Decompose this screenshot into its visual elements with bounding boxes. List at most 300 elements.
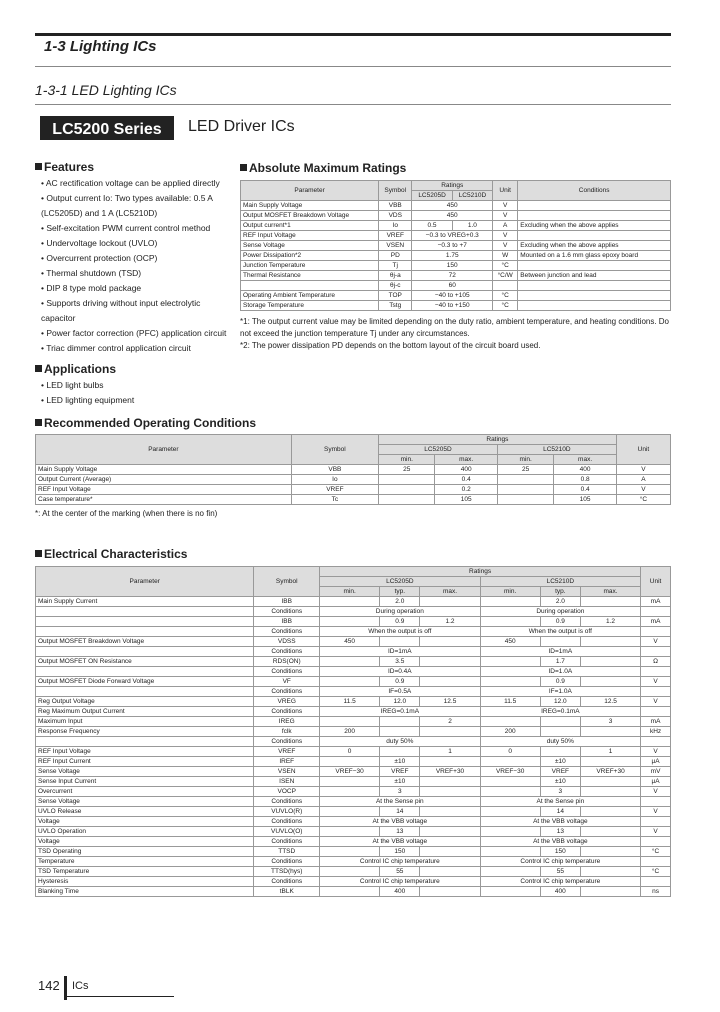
footer-label: ICs bbox=[72, 980, 89, 992]
table-cell bbox=[580, 827, 640, 837]
table-cell: V bbox=[616, 485, 670, 495]
table-cell bbox=[380, 727, 420, 737]
table-cell: 450 bbox=[480, 637, 540, 647]
table-cell: 105 bbox=[435, 495, 497, 505]
table-cell: Conditions bbox=[254, 857, 320, 867]
table-cell: 0.5 bbox=[412, 221, 452, 231]
table-cell: At the VBB voltage bbox=[320, 817, 481, 827]
table-cell: Output MOSFET Diode Forward Voltage bbox=[36, 677, 254, 687]
table-cell: Output Current (Average) bbox=[36, 475, 292, 485]
series-description: LED Driver ICs bbox=[188, 118, 295, 135]
table-cell bbox=[580, 597, 640, 607]
table-cell: 13 bbox=[380, 827, 420, 837]
table-cell: Tstg bbox=[379, 301, 412, 311]
table-cell: 0 bbox=[320, 747, 380, 757]
list-item: • DIP 8 type mold package bbox=[41, 281, 235, 296]
amr-table bbox=[240, 180, 671, 311]
table-cell: Io bbox=[379, 221, 412, 231]
table-cell: Parameter bbox=[241, 181, 379, 201]
table-cell: Conditions bbox=[254, 817, 320, 827]
table-cell: Conditions bbox=[254, 707, 320, 717]
table-cell: A bbox=[616, 475, 670, 485]
table-cell: Temperature bbox=[36, 857, 254, 867]
table-cell bbox=[379, 475, 435, 485]
table-cell bbox=[36, 737, 254, 747]
table-cell: 55 bbox=[540, 867, 580, 877]
amr-notes bbox=[240, 316, 671, 352]
table-cell: Ratings bbox=[379, 435, 617, 445]
table-cell: 3.5 bbox=[380, 657, 420, 667]
table-cell: VREF bbox=[291, 485, 378, 495]
table-cell bbox=[641, 607, 671, 617]
table-cell: 0 bbox=[480, 747, 540, 757]
table-cell: Storage Temperature bbox=[241, 301, 379, 311]
table-cell: 11.5 bbox=[480, 697, 540, 707]
table-row bbox=[241, 201, 671, 211]
table-cell: IREG=0.1mA bbox=[320, 707, 481, 717]
table-row bbox=[36, 637, 671, 647]
table-cell: REF Input Current bbox=[36, 757, 254, 767]
table-cell: Tj bbox=[379, 261, 412, 271]
table-cell bbox=[580, 657, 640, 667]
table-cell: Control IC chip temperature bbox=[320, 877, 481, 887]
list-item: • Output current Io: Two types available: 0.5 A (LC5205D) and 1 A (LC5210D) bbox=[41, 191, 235, 221]
table-cell bbox=[420, 777, 480, 787]
table-cell bbox=[320, 757, 380, 767]
table-cell bbox=[580, 867, 640, 877]
table-cell: V bbox=[641, 697, 671, 707]
table-row bbox=[36, 687, 671, 697]
table-cell: VREF+30 bbox=[420, 767, 480, 777]
table-cell: TOP bbox=[379, 291, 412, 301]
table-cell: θj-c bbox=[379, 281, 412, 291]
table-cell bbox=[320, 847, 380, 857]
table-cell: At the VBB voltage bbox=[480, 817, 641, 827]
table-cell: TSD Temperature bbox=[36, 867, 254, 877]
table-cell: Main Supply Current bbox=[36, 597, 254, 607]
page-number: 142 bbox=[38, 978, 60, 993]
table-cell bbox=[641, 817, 671, 827]
table-cell bbox=[580, 757, 640, 767]
table-cell bbox=[580, 887, 640, 897]
table-cell: IBB bbox=[254, 597, 320, 607]
table-cell: Power Dissipation*2 bbox=[241, 251, 379, 261]
table-cell: Conditions bbox=[254, 647, 320, 657]
table-cell: ±10 bbox=[540, 777, 580, 787]
table-cell: °C bbox=[641, 867, 671, 877]
table-cell: Excluding when the above applies bbox=[518, 241, 671, 251]
table-cell bbox=[641, 707, 671, 717]
table-cell bbox=[480, 657, 540, 667]
table-cell bbox=[320, 827, 380, 837]
table-cell bbox=[36, 617, 254, 627]
table-row bbox=[241, 291, 671, 301]
table-row bbox=[36, 697, 671, 707]
table-cell: LC5210D bbox=[452, 191, 492, 201]
table-cell bbox=[320, 777, 380, 787]
table-cell: 150 bbox=[540, 847, 580, 857]
table-cell: Conditions bbox=[254, 737, 320, 747]
table-cell: 14 bbox=[380, 807, 420, 817]
table-cell: TSD Operating bbox=[36, 847, 254, 857]
table-cell: °C bbox=[493, 291, 518, 301]
table-cell: V bbox=[641, 807, 671, 817]
table-cell bbox=[320, 597, 380, 607]
ec-heading: Electrical Characteristics bbox=[35, 547, 187, 561]
table-cell: UVLO Release bbox=[36, 807, 254, 817]
table-cell: Excluding when the above applies bbox=[518, 221, 671, 231]
table-cell: 0.9 bbox=[380, 677, 420, 687]
table-row bbox=[36, 607, 671, 617]
table-row bbox=[36, 747, 671, 757]
table-cell: W bbox=[493, 251, 518, 261]
table-cell: VREF−30 bbox=[480, 767, 540, 777]
table-cell bbox=[518, 261, 671, 271]
table-cell: −0.3 to +7 bbox=[412, 241, 493, 251]
table-cell: 0.9 bbox=[540, 617, 580, 627]
table-cell: Response Frequency bbox=[36, 727, 254, 737]
table-cell bbox=[480, 717, 540, 727]
features-block bbox=[35, 160, 235, 408]
table-row bbox=[241, 241, 671, 251]
table-cell: Reg Output Voltage bbox=[36, 697, 254, 707]
table-cell: Between junction and lead bbox=[518, 271, 671, 281]
table-cell: ID=1mA bbox=[480, 647, 641, 657]
list-item: • LED light bulbs bbox=[41, 378, 235, 393]
table-cell bbox=[420, 827, 480, 837]
table-cell: Conditions bbox=[254, 687, 320, 697]
table-row bbox=[36, 827, 671, 837]
table-cell bbox=[420, 637, 480, 647]
table-cell: Output MOSFET Breakdown Voltage bbox=[241, 211, 379, 221]
table-cell: At the Sense pin bbox=[480, 797, 641, 807]
table-row bbox=[36, 677, 671, 687]
table-row bbox=[36, 737, 671, 747]
table-cell: 0.2 bbox=[435, 485, 497, 495]
table-cell: Maximum Input bbox=[36, 717, 254, 727]
table-cell: duty 50% bbox=[480, 737, 641, 747]
table-cell: TTSD(hys) bbox=[254, 867, 320, 877]
table-cell: Main Supply Voltage bbox=[36, 465, 292, 475]
footnote: *2: The power dissipation PD depends on the bottom layout of the circuit board used. bbox=[240, 341, 541, 350]
table-cell: Junction Temperature bbox=[241, 261, 379, 271]
list-item: • Supports driving without input electrolytic capacitor bbox=[41, 296, 235, 326]
table-cell: Symbol bbox=[379, 181, 412, 201]
table-cell bbox=[480, 777, 540, 787]
table-cell: During operation bbox=[320, 607, 481, 617]
table-cell: min. bbox=[480, 587, 540, 597]
footnote: *1: The output current value may be limited depending on the duty ratio, ambient temperature, and heating conditions. Do not exceed the junction temperature Tj under any circumstances. bbox=[240, 317, 670, 338]
table-cell bbox=[320, 677, 380, 687]
table-cell bbox=[420, 847, 480, 857]
table-cell: IBB bbox=[254, 617, 320, 627]
table-cell: Conditions bbox=[254, 837, 320, 847]
table-cell: 1.75 bbox=[412, 251, 493, 261]
table-cell bbox=[518, 291, 671, 301]
table-cell: Output MOSFET Breakdown Voltage bbox=[36, 637, 254, 647]
table-row bbox=[36, 465, 671, 475]
table-row bbox=[36, 717, 671, 727]
table-cell: Sense Voltage bbox=[36, 797, 254, 807]
table-cell: 0.9 bbox=[540, 677, 580, 687]
table-cell: Control IC chip temperature bbox=[480, 857, 641, 867]
table-cell: 105 bbox=[554, 495, 616, 505]
table-cell: ns bbox=[641, 887, 671, 897]
table-cell: 0.9 bbox=[380, 617, 420, 627]
table-row bbox=[36, 627, 671, 637]
table-cell bbox=[580, 777, 640, 787]
amr-heading: Absolute Maximum Ratings bbox=[240, 161, 406, 175]
table-cell bbox=[518, 211, 671, 221]
table-row bbox=[241, 261, 671, 271]
table-cell: duty 50% bbox=[320, 737, 481, 747]
table-cell: max. bbox=[580, 587, 640, 597]
table-cell: IREG bbox=[254, 717, 320, 727]
table-cell: 450 bbox=[412, 201, 493, 211]
table-cell: °C bbox=[616, 495, 670, 505]
table-cell: 12.0 bbox=[380, 697, 420, 707]
table-cell bbox=[641, 797, 671, 807]
table-cell: 3 bbox=[540, 787, 580, 797]
table-cell: Conditions bbox=[254, 877, 320, 887]
table-cell: IREF bbox=[254, 757, 320, 767]
table-cell: 200 bbox=[480, 727, 540, 737]
ec-table bbox=[35, 566, 671, 897]
table-cell: °C bbox=[641, 847, 671, 857]
table-cell bbox=[480, 887, 540, 897]
table-row bbox=[36, 667, 671, 677]
table-row bbox=[36, 647, 671, 657]
table-cell bbox=[420, 807, 480, 817]
table-cell: IREG=0.1mA bbox=[480, 707, 641, 717]
table-row bbox=[36, 787, 671, 797]
table-cell: 72 bbox=[412, 271, 493, 281]
table-cell bbox=[580, 727, 640, 737]
table-cell: mA bbox=[641, 717, 671, 727]
table-cell bbox=[380, 747, 420, 757]
table-row bbox=[36, 435, 671, 445]
table-cell: LC5205D bbox=[379, 445, 498, 455]
table-cell: ID=0.4A bbox=[320, 667, 481, 677]
table-cell: V bbox=[641, 677, 671, 687]
table-cell: VBB bbox=[291, 465, 378, 475]
table-cell: 1.0 bbox=[452, 221, 492, 231]
table-cell: At the Sense pin bbox=[320, 797, 481, 807]
table-row bbox=[36, 767, 671, 777]
table-cell: 3 bbox=[380, 787, 420, 797]
table-cell: Ω bbox=[641, 657, 671, 667]
table-cell: VREF−30 bbox=[320, 767, 380, 777]
table-cell: Operating Ambient Temperature bbox=[241, 291, 379, 301]
table-cell: typ. bbox=[380, 587, 420, 597]
table-cell: Voltage bbox=[36, 837, 254, 847]
table-cell bbox=[420, 597, 480, 607]
table-row bbox=[36, 567, 671, 577]
table-cell: Unit bbox=[616, 435, 670, 465]
table-row bbox=[36, 657, 671, 667]
table-cell: Unit bbox=[493, 181, 518, 201]
table-cell bbox=[320, 787, 380, 797]
table-cell: Output MOSFET ON Resistance bbox=[36, 657, 254, 667]
list-item: • Self-excitation PWM current control method bbox=[41, 221, 235, 236]
table-cell: VDSS bbox=[254, 637, 320, 647]
table-cell bbox=[497, 495, 553, 505]
table-cell bbox=[518, 301, 671, 311]
table-cell: VREG bbox=[254, 697, 320, 707]
table-cell: REF Input Voltage bbox=[36, 747, 254, 757]
features-heading: Features bbox=[35, 160, 235, 174]
table-cell: Hysteresis bbox=[36, 877, 254, 887]
table-cell: Case temperature* bbox=[36, 495, 292, 505]
table-cell bbox=[380, 717, 420, 727]
table-cell: V bbox=[641, 637, 671, 647]
table-cell: °C/W bbox=[493, 271, 518, 281]
table-cell: VREF+30 bbox=[580, 767, 640, 777]
table-cell: VUVLO(O) bbox=[254, 827, 320, 837]
table-cell: VOCP bbox=[254, 787, 320, 797]
table-cell: V bbox=[493, 201, 518, 211]
table-cell: Parameter bbox=[36, 435, 292, 465]
table-cell: 1.2 bbox=[580, 617, 640, 627]
table-row bbox=[241, 181, 671, 191]
table-cell: 60 bbox=[412, 281, 493, 291]
table-cell bbox=[480, 597, 540, 607]
table-cell: Conditions bbox=[518, 181, 671, 201]
table-cell: 12.0 bbox=[540, 697, 580, 707]
table-row bbox=[36, 475, 671, 485]
table-cell: During operation bbox=[480, 607, 641, 617]
table-cell: 400 bbox=[380, 887, 420, 897]
table-cell: mA bbox=[641, 617, 671, 627]
table-cell: VSEN bbox=[254, 767, 320, 777]
table-cell: Mounted on a 1.6 mm glass epoxy board bbox=[518, 251, 671, 261]
table-cell bbox=[320, 717, 380, 727]
table-cell: PD bbox=[379, 251, 412, 261]
table-cell: 450 bbox=[412, 211, 493, 221]
table-row bbox=[241, 251, 671, 261]
footer-line bbox=[64, 996, 174, 997]
table-cell bbox=[420, 657, 480, 667]
list-item: • Triac dimmer control application circuit bbox=[41, 341, 235, 356]
table-row bbox=[36, 857, 671, 867]
table-cell bbox=[641, 647, 671, 657]
table-cell bbox=[480, 677, 540, 687]
table-cell bbox=[518, 281, 671, 291]
table-cell: VREF bbox=[379, 231, 412, 241]
table-cell: VDS bbox=[379, 211, 412, 221]
table-cell bbox=[497, 485, 553, 495]
table-row bbox=[36, 797, 671, 807]
table-row bbox=[36, 757, 671, 767]
table-row bbox=[36, 495, 671, 505]
table-cell: min. bbox=[320, 587, 380, 597]
table-cell: 400 bbox=[554, 465, 616, 475]
table-cell: VF bbox=[254, 677, 320, 687]
table-cell: mV bbox=[641, 767, 671, 777]
table-cell: 12.5 bbox=[580, 697, 640, 707]
table-row bbox=[241, 231, 671, 241]
table-cell: 11.5 bbox=[320, 697, 380, 707]
table-cell: 1 bbox=[420, 747, 480, 757]
table-cell: 400 bbox=[435, 465, 497, 475]
table-cell: mA bbox=[641, 597, 671, 607]
table-cell: ±10 bbox=[540, 757, 580, 767]
list-item: • AC rectification voltage can be applied directly bbox=[41, 176, 235, 191]
table-cell: 1.7 bbox=[540, 657, 580, 667]
table-cell: Sense Voltage bbox=[36, 767, 254, 777]
table-cell: 1.2 bbox=[420, 617, 480, 627]
table-cell: 0.4 bbox=[435, 475, 497, 485]
table-cell bbox=[580, 787, 640, 797]
table-cell: Control IC chip temperature bbox=[320, 857, 481, 867]
table-cell: Parameter bbox=[36, 567, 254, 597]
table-cell: Output current*1 bbox=[241, 221, 379, 231]
table-cell bbox=[580, 807, 640, 817]
table-cell: VREF bbox=[254, 747, 320, 757]
table-cell: fclk bbox=[254, 727, 320, 737]
table-row bbox=[241, 281, 671, 291]
table-cell: Tc bbox=[291, 495, 378, 505]
roc-heading: Recommended Operating Conditions bbox=[35, 416, 256, 430]
table-cell bbox=[420, 867, 480, 877]
table-cell: VBB bbox=[379, 201, 412, 211]
table-cell: VREF bbox=[380, 767, 420, 777]
table-cell bbox=[420, 787, 480, 797]
table-cell bbox=[480, 827, 540, 837]
table-cell: ±10 bbox=[380, 757, 420, 767]
table-cell bbox=[540, 727, 580, 737]
table-cell: When the output is off bbox=[320, 627, 481, 637]
table-cell bbox=[493, 281, 518, 291]
table-cell: 200 bbox=[320, 727, 380, 737]
table-cell: REF Input Voltage bbox=[36, 485, 292, 495]
table-cell: 25 bbox=[497, 465, 553, 475]
list-item: • Overcurrent protection (OCP) bbox=[41, 251, 235, 266]
table-row bbox=[241, 271, 671, 281]
table-row bbox=[36, 807, 671, 817]
table-cell: max. bbox=[554, 455, 616, 465]
table-cell bbox=[420, 757, 480, 767]
list-item: • Thermal shutdown (TSD) bbox=[41, 266, 235, 281]
table-cell: Blanking Time bbox=[36, 887, 254, 897]
table-cell: Conditions bbox=[254, 667, 320, 677]
table-row bbox=[36, 817, 671, 827]
list-item: • LED lighting equipment bbox=[41, 393, 235, 408]
table-cell bbox=[241, 281, 379, 291]
table-cell bbox=[420, 727, 480, 737]
table-row bbox=[36, 485, 671, 495]
table-cell: REF Input Voltage bbox=[241, 231, 379, 241]
table-cell: LC5205D bbox=[320, 577, 481, 587]
table-cell: kHz bbox=[641, 727, 671, 737]
table-cell: −40 to +150 bbox=[412, 301, 493, 311]
table-cell: 150 bbox=[412, 261, 493, 271]
table-cell: LC5210D bbox=[480, 577, 641, 587]
table-row bbox=[241, 301, 671, 311]
table-row bbox=[36, 727, 671, 737]
table-cell: min. bbox=[379, 455, 435, 465]
table-cell: V bbox=[616, 465, 670, 475]
applications-heading: Applications bbox=[35, 362, 235, 376]
table-cell bbox=[540, 637, 580, 647]
table-cell: Symbol bbox=[254, 567, 320, 597]
table-cell: When the output is off bbox=[480, 627, 641, 637]
table-row bbox=[36, 707, 671, 717]
table-cell bbox=[36, 647, 254, 657]
table-cell: 0.4 bbox=[554, 485, 616, 495]
table-cell: 2 bbox=[420, 717, 480, 727]
table-row bbox=[36, 887, 671, 897]
